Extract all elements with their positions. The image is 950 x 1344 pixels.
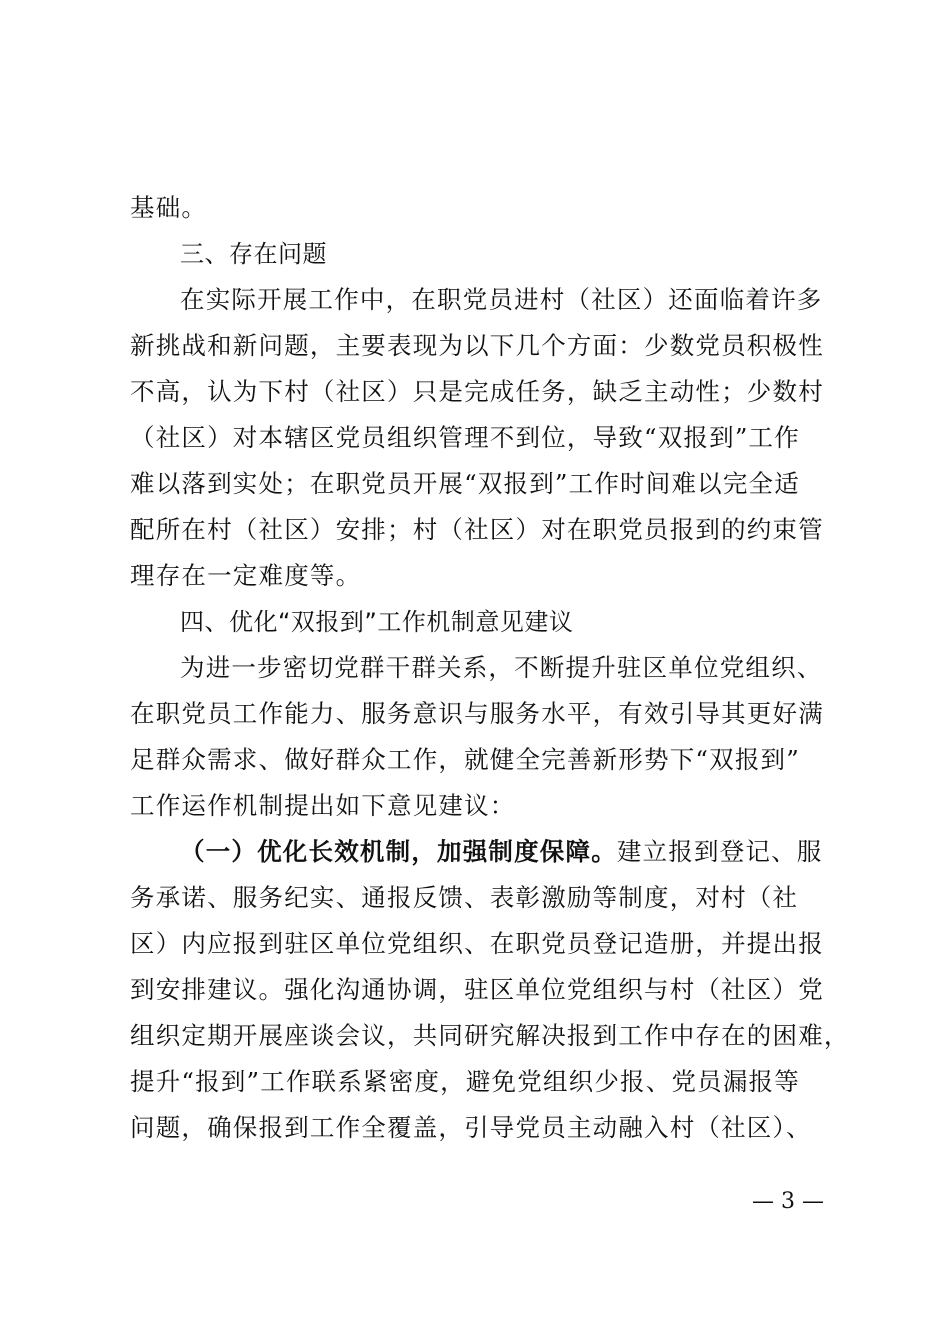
paragraph-line: 务承诺、服务纪实、通报反馈、表彰激励等制度，对村（社 [130, 883, 799, 912]
paragraph-line: 到安排建议。强化沟通协调，驻区单位党组织与村（社区）党 [130, 975, 824, 1004]
subsection-paragraph-line [180, 836, 823, 868]
subsection-lead: （一）优化长效机制，加强制度保障。 [180, 837, 617, 866]
paragraph-line: 问题，确保报到工作全覆盖，引导党员主动融入村（社区）、 [130, 1113, 812, 1142]
paragraph-line: 提升“报到”工作联系紧密度，避免党组织少报、党员漏报等 [130, 1067, 800, 1096]
paragraph-line: 工作运作机制提出如下意见建议： [130, 791, 516, 820]
paragraph-line: 不高，认为下村（社区）只是完成任务，缺乏主动性；少数村 [130, 377, 824, 406]
paragraph-line: 难以落到实处；在职党员开展“双报到”工作时间难以完全适 [130, 469, 800, 498]
paragraph-line: 区）内应报到驻区单位党组织、在职党员登记造册，并提出报 [130, 929, 824, 958]
paragraph-line: 组织定期开展座谈会议，共同研究解决报到工作中存在的困难， [130, 1021, 850, 1050]
paragraph-line: 在职党员工作能力、服务意识与服务水平，有效引导其更好满 [130, 699, 824, 728]
paragraph-line: 在实际开展工作中，在职党员进村（社区）还面临着许多 [180, 285, 823, 314]
section-heading-4: 四、优化“双报到”工作机制意见建议 [180, 608, 574, 636]
paragraph-line: 足群众需求、做好群众工作，就健全完善新形势下“双报到” [130, 745, 800, 774]
subsection-text: 建立报到登记、服 [616, 837, 823, 866]
page-number: — 3 — [752, 1189, 824, 1214]
paragraph-line: 新挑战和新问题，主要表现为以下几个方面：少数党员积极性 [130, 331, 824, 360]
section-heading-3: 三、存在问题 [180, 240, 327, 268]
paragraph-line: （社区）对本辖区党员组织管理不到位，导致“双报到”工作 [130, 423, 800, 452]
paragraph-line: 基础。 [130, 193, 208, 222]
paragraph-line: 配所在村（社区）安排；村（社区）对在职党员报到的约束管 [130, 515, 824, 544]
paragraph-line: 为进一步密切党群干群关系，不断提升驻区单位党组织、 [180, 653, 823, 682]
paragraph-line: 理存在一定难度等。 [130, 561, 362, 590]
